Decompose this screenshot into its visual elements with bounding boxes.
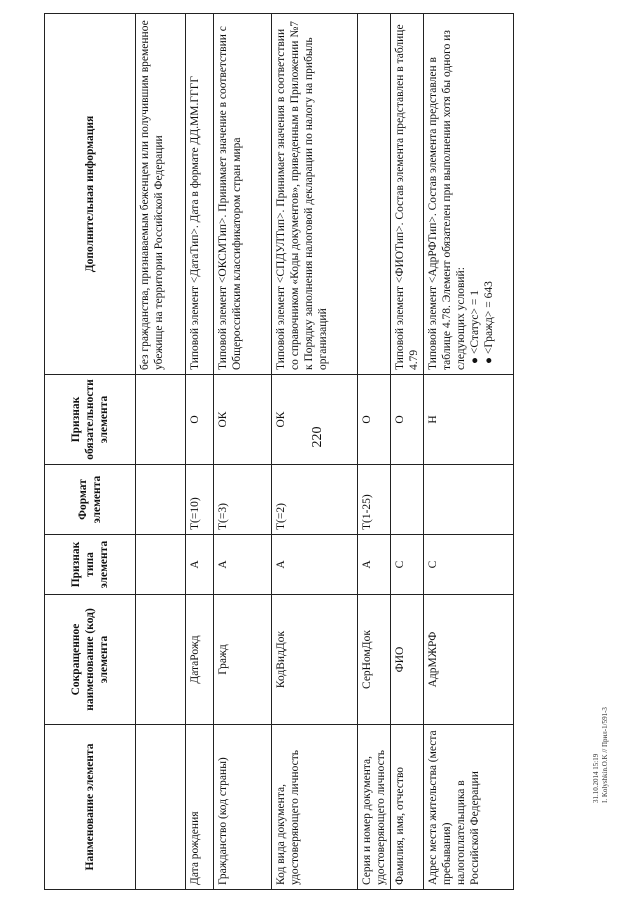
- table-row: [136, 14, 186, 890]
- cell-info-conditions: [424, 14, 514, 375]
- header-code: Сокращенное наименование (код) элемента: [45, 595, 136, 725]
- cell-type: А: [272, 535, 358, 595]
- cell-required: [136, 375, 186, 465]
- table-row: [424, 14, 514, 890]
- cell-format: [424, 465, 514, 535]
- header-name: Наименование элемента: [45, 725, 136, 890]
- cell-info: [358, 14, 391, 375]
- cell-type: А: [186, 535, 214, 595]
- cell-type: С: [391, 535, 424, 595]
- cell-format: [136, 465, 186, 535]
- cell-type: А: [358, 535, 391, 595]
- cell-info: без гражданства, признаваемым беженцем или получившим временное убежище на территории Российской Федерации: [136, 14, 186, 375]
- table-row: [272, 14, 358, 890]
- cell-code: КодВидДок: [272, 595, 358, 725]
- cell-required: О: [391, 375, 424, 465]
- table-row: [214, 14, 272, 890]
- print-footer: [592, 633, 610, 803]
- cell-required: Н: [424, 375, 514, 465]
- table-row: [391, 14, 424, 890]
- header-required: Признак обязательности элемента: [45, 375, 136, 465]
- cell-info: Типовой элемент <АдрРФТип>. Состав элемента представлен в таблице 4.78. Элемент обязателен при выполнении хотя бы одного из следующих условий:: [427, 30, 468, 370]
- footer-timestamp: 31.10.2014 15:19: [592, 753, 600, 803]
- header-info: Дополнительная информация: [45, 14, 136, 375]
- header-type: Признак типа элемента: [45, 535, 136, 595]
- table-header-row: [45, 14, 136, 890]
- condition-item: ● <Гражд> = 643: [483, 281, 496, 364]
- cell-type: А: [214, 535, 272, 595]
- cell-format: T(=3): [214, 465, 272, 535]
- cell-info: Типовой элемент <ФИОТип>. Состав элемента представлен в таблице 4.79: [391, 14, 424, 375]
- table-row: [358, 14, 391, 890]
- rotated-table-container: [44, 14, 596, 890]
- cell-info: Типовой элемент <СПДУЛТип>. Принимает значения в соответствии со справочником «Коды документов», приведенным в Приложении №7 к Порядку заполнения налоговой декларации по налогу на прибыль организаций: [272, 14, 358, 375]
- cell-code: Гражд: [214, 595, 272, 725]
- cell-name: [136, 725, 186, 890]
- page-number: 220: [310, 426, 325, 448]
- elements-table: [44, 13, 514, 890]
- cell-format: [391, 465, 424, 535]
- cell-format: T(=2): [272, 465, 358, 535]
- cell-format: T(=10): [186, 465, 214, 535]
- footer-path: I. Kolyshkin.O.K // Прил-1/591-3: [601, 707, 610, 803]
- header-format: Формат элемента: [45, 465, 136, 535]
- condition-item: ● <Статус> = 1: [469, 289, 482, 364]
- cell-required: О: [358, 375, 391, 465]
- cell-info: Типовой элемент <ДатаТип>. Дата в формате ДД.ММ.ГГГГ: [186, 14, 214, 375]
- cell-required: ОК: [214, 375, 272, 465]
- cell-name: Адрес места жительства (места пребывания) налогоплательщика в Российской Федерации: [424, 725, 514, 890]
- cell-code: [136, 595, 186, 725]
- cell-name: Гражданство (код страны): [214, 725, 272, 890]
- table-row: [186, 14, 214, 890]
- cell-code: ФИО: [391, 595, 424, 725]
- cell-type: [136, 535, 186, 595]
- cell-required: ОК: [272, 375, 358, 465]
- cell-info: Типовой элемент <ОКСМТип>. Принимает значение в соответствии с Общероссийским классификатором стран мира: [214, 14, 272, 375]
- cell-format: T(1-25): [358, 465, 391, 535]
- cell-code: СерНомДок: [358, 595, 391, 725]
- cell-name: Код вида документа, удостоверяющего личность: [272, 725, 358, 890]
- cell-code: АдрМЖРФ: [424, 595, 514, 725]
- cell-name: Фамилия, имя, отчество: [391, 725, 424, 890]
- cell-name: Дата рождения: [186, 725, 214, 890]
- cell-name: Серия и номер документа, удостоверяющего личность: [358, 725, 391, 890]
- cell-required: О: [186, 375, 214, 465]
- cell-type: С: [424, 535, 514, 595]
- cell-code: ДатаРожд: [186, 595, 214, 725]
